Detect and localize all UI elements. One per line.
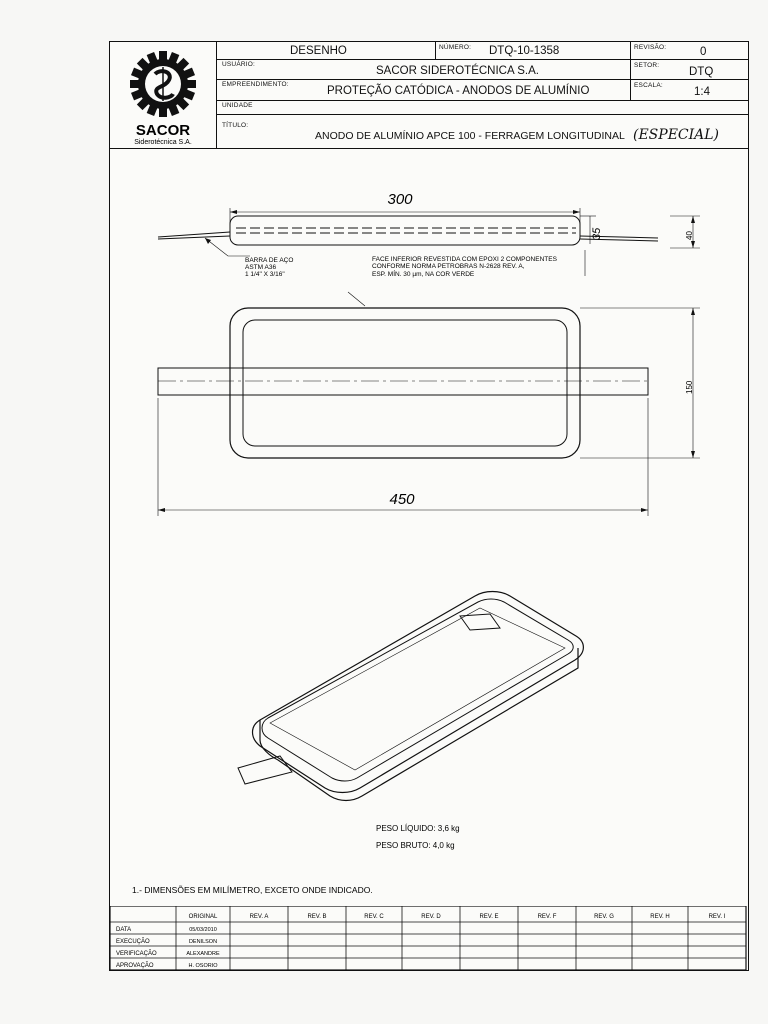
rev-cell-original: DENILSON: [188, 939, 218, 945]
rev-cell-original: ALEXANDRE: [186, 951, 220, 957]
rev-col-e: REV. E: [479, 914, 499, 920]
unidade-label: UNIDADE: [222, 102, 253, 109]
top-view-inner: [243, 320, 567, 446]
grid-line: [216, 79, 748, 80]
rev-row-label: VERIFICAÇÃO: [116, 951, 157, 957]
peso-bruto: PESO BRUTO: 4,0 kg: [376, 841, 455, 850]
grid-line: [216, 114, 748, 115]
side-view-bar-left: [158, 232, 230, 239]
gear-logo-icon: [110, 42, 216, 148]
leader-face: [348, 292, 365, 306]
rev-cell-original: 05/03/2010: [189, 927, 217, 933]
revision-table: [110, 906, 748, 972]
empreendimento-label: EMPREENDIMENTO:: [222, 81, 289, 88]
titulo-label: TÍTULO:: [222, 122, 249, 129]
rev-col-f: REV. F: [537, 914, 557, 920]
rev-col-g: REV. G: [594, 914, 614, 920]
note-bar-line2: ASTM A36: [245, 264, 277, 271]
note-face-line2: CONFORME NORMA PETROBRAS N-2628 REV. A,: [372, 263, 525, 270]
revisao-label: REVISÃO:: [634, 44, 667, 51]
logo-subtitle: Siderotécnica S.A.: [134, 139, 192, 146]
grid-line: [216, 59, 748, 60]
document-number: DTQ-10-1358: [489, 45, 560, 57]
dim-35-text: 35: [591, 227, 603, 240]
dim-40-text: 40: [685, 231, 694, 240]
rev-row-label: DATA: [116, 927, 132, 933]
rev-col-i: REV. I: [708, 914, 726, 920]
dim-300-text: 300: [387, 191, 413, 208]
note-bar-line1: BARRA DE AÇO: [245, 257, 294, 264]
top-view-outer: [230, 308, 580, 458]
revision-value: 0: [700, 46, 707, 58]
note-face-line3: ESP. MÍN. 30 µm, NA COR VERDE: [372, 271, 475, 278]
technical-drawing: [110, 148, 748, 898]
note-bar-line3: 1 1/4" X 3/16": [245, 271, 285, 278]
empreendimento-value: PROTEÇÃO CATÓDICA - ANODOS DE ALUMÍNIO: [327, 85, 590, 97]
doc-type: DESENHO: [290, 45, 347, 57]
rev-row-label: EXECUÇÃO: [116, 939, 150, 945]
usuario-label: USUÁRIO:: [222, 61, 256, 68]
escala-value: 1:4: [694, 86, 710, 98]
side-view-body: [230, 216, 580, 245]
top-view-bar: [158, 368, 648, 395]
rev-col-d: REV. D: [421, 914, 441, 920]
dim-150-text: 150: [685, 380, 694, 394]
setor-label: SETOR:: [634, 62, 660, 69]
drawing-sheet: [109, 41, 749, 971]
general-note-1: 1.- DIMENSÕES EM MILÍMETRO, EXCETO ONDE INDICADO.: [132, 885, 373, 895]
rev-col-a: REV. A: [249, 914, 269, 920]
grid-line: [216, 100, 748, 101]
titulo-value: ANODO DE ALUMÍNIO APCE 100 - FERRAGEM LONGITUDINAL: [315, 130, 625, 142]
company-logo: [110, 42, 217, 149]
grid-line: [435, 42, 436, 59]
rev-col-h: REV. H: [650, 914, 670, 920]
rev-col-c: REV. C: [364, 914, 384, 920]
rev-row-label: APROVAÇÃO: [116, 963, 154, 969]
isometric-view: [238, 592, 583, 801]
numero-label: NÚMERO:: [439, 44, 472, 51]
titulo-handwritten: (ESPECIAL): [633, 127, 720, 143]
grid-line: [630, 42, 631, 100]
leader-bar: [205, 238, 250, 256]
logo-company-name: SACOR: [135, 122, 191, 139]
peso-liquido: PESO LÍQUIDO: 3,6 kg: [376, 824, 460, 833]
escala-label: ESCALA:: [634, 82, 663, 89]
rev-cell-original: H. OSORIO: [188, 963, 218, 969]
usuario-value: SACOR SIDEROTÉCNICA S.A.: [376, 65, 539, 77]
rev-col-b: REV. B: [307, 914, 327, 920]
note-face-line1: FACE INFERIOR REVESTIDA COM EPOXI 2 COMPONENTES: [372, 256, 557, 263]
dim-450-text: 450: [389, 491, 415, 508]
rev-col-original: ORIGINAL: [188, 914, 218, 920]
setor-value: DTQ: [689, 66, 714, 78]
